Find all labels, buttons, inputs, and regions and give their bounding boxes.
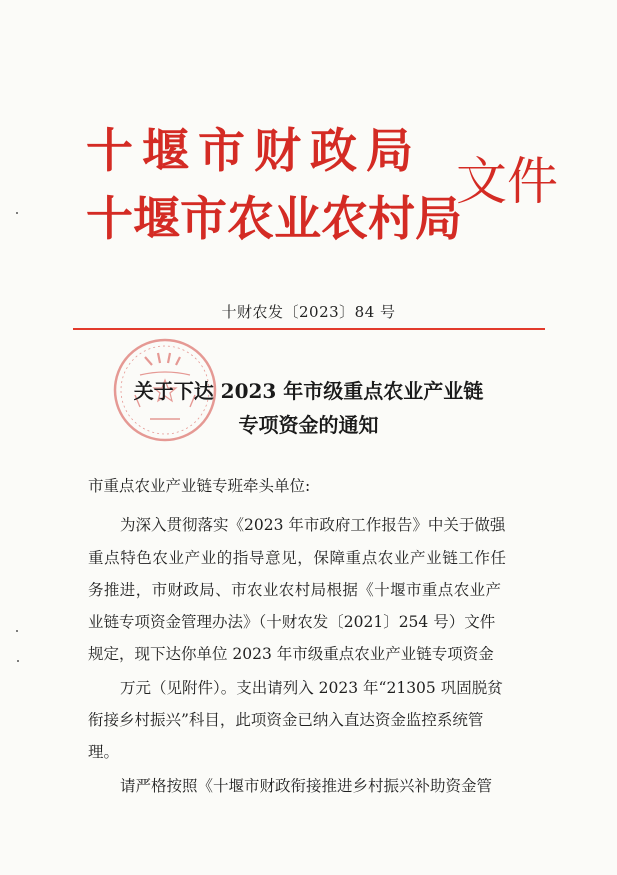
body-line-5: 规定，现下达你单位 2023 年市级重点农业产业链专项资金: [88, 645, 494, 663]
body-line-6: 万元（见附件）。支出请列入 2023 年“21305 巩固脱贫: [120, 679, 503, 697]
notice-title-line-1: 关于下达 2023 年市级重点农业产业链: [133, 379, 484, 403]
body-line-9: 请严格按照《十堰市财政衔接推进乡村振兴补助资金管: [120, 777, 493, 795]
issuer-agriculture-bureau: 十堰市农业农村局: [86, 192, 462, 247]
document-number: 十财农发〔2023〕84 号: [221, 303, 396, 321]
body-line-2: 重点特色农业产业的指导意见，保障重点农业产业链工作任: [88, 549, 507, 567]
body-line-7: 衔接乡村振兴”科目，此项资金已纳入直达资金监控系统管: [88, 711, 484, 729]
scan-speck: [16, 630, 18, 632]
body-line-4: 业链专项资金管理办法》（十财农发〔2021〕254 号）文件: [88, 613, 496, 631]
body-line-3: 务推进，市财政局、市农业农村局根据《十堰市重点农业产: [88, 581, 502, 599]
salutation: 市重点农业产业链专班牵头单位:: [88, 477, 311, 495]
red-divider: [73, 328, 545, 330]
body-line-8: 理。: [88, 743, 120, 761]
document-label: 文件: [456, 153, 559, 212]
body-line-1: 为深入贯彻落实《2023 年市政府工作报告》中关于做强: [120, 516, 506, 534]
scan-speck: [17, 660, 19, 662]
scan-speck: [16, 212, 18, 214]
issuer-finance-bureau: 十堰市财政局: [86, 124, 422, 179]
notice-title-line-2: 专项资金的通知: [238, 413, 379, 437]
